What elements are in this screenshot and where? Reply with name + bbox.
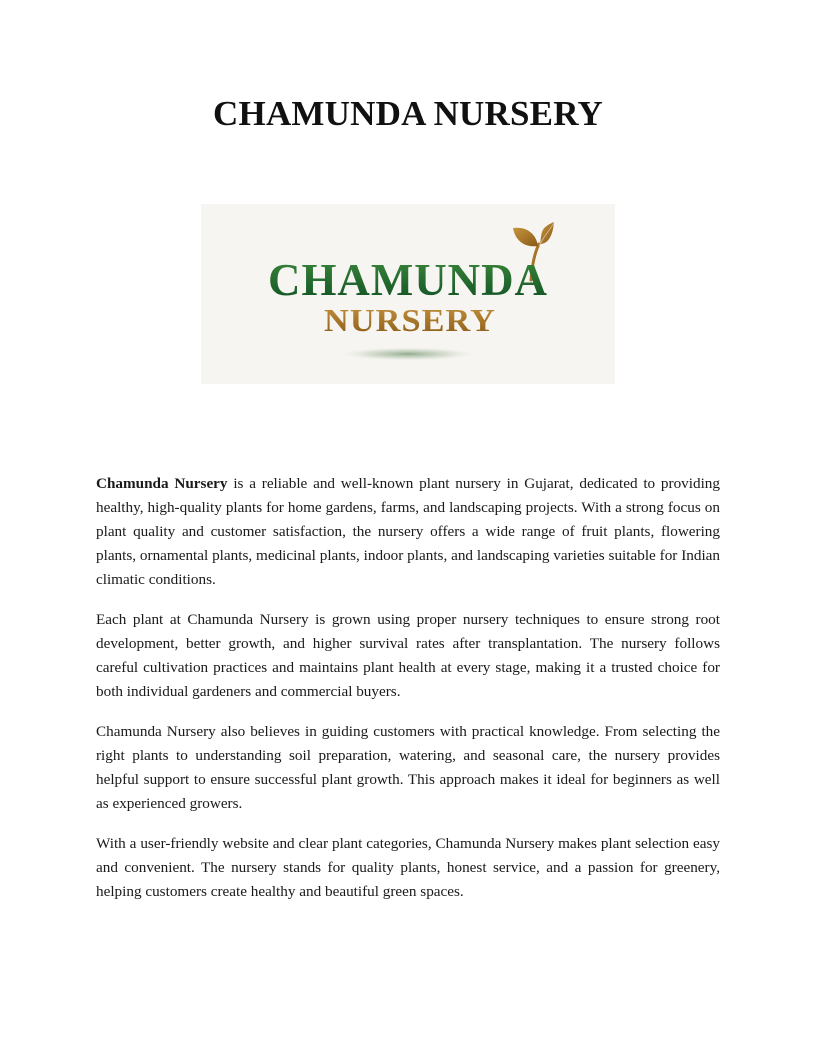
logo-line1: CHAMUNDA xyxy=(268,254,548,305)
paragraph-1-lead: Chamunda Nursery xyxy=(96,475,228,492)
page-title: CHAMUNDA NURSERY xyxy=(213,94,603,133)
paragraph-4: With a user-friendly website and clear plant categories, Chamunda Nursery makes plant selection easy and convenient. The nursery stands for quality plants, honest service, and a passion for greenery, helping customers create healthy and beautiful green spaces. xyxy=(96,835,720,900)
paragraph-1 xyxy=(96,472,720,592)
nursery-logo xyxy=(201,204,615,384)
paragraph-3: Chamunda Nursery also believes in guiding customers with practical knowledge. From selecting the right plants to understanding soil preparation, watering, and seasonal care, the nursery provides helpful support to ensure successful plant growth. This approach makes it ideal for beginners as well as experienced growers. xyxy=(96,723,720,812)
body-text xyxy=(96,472,720,920)
logo-line2: NURSERY xyxy=(324,302,496,338)
logo-graphic xyxy=(201,204,615,384)
paragraph-1-text: is a reliable and well-known plant nursery in Gujarat, dedicated to providing healthy, high-quality plants for home gardens, farms, and landscaping projects. With a strong focus on plant quality and customer satisfaction, the nursery offers a wide range of fruit plants, flowering plants, ornamental plants, medicinal plants, indoor plants, and landscaping varieties suitable for Indian climatic conditions. xyxy=(96,475,720,588)
logo-shadow xyxy=(338,347,478,361)
paragraph-2: Each plant at Chamunda Nursery is grown using proper nursery techniques to ensure strong root development, better growth, and higher survival rates after transplantation. The nursery follows careful cultivation practices and maintains plant health at every stage, making it a trusted choice for both individual gardeners and commercial buyers. xyxy=(96,611,720,700)
